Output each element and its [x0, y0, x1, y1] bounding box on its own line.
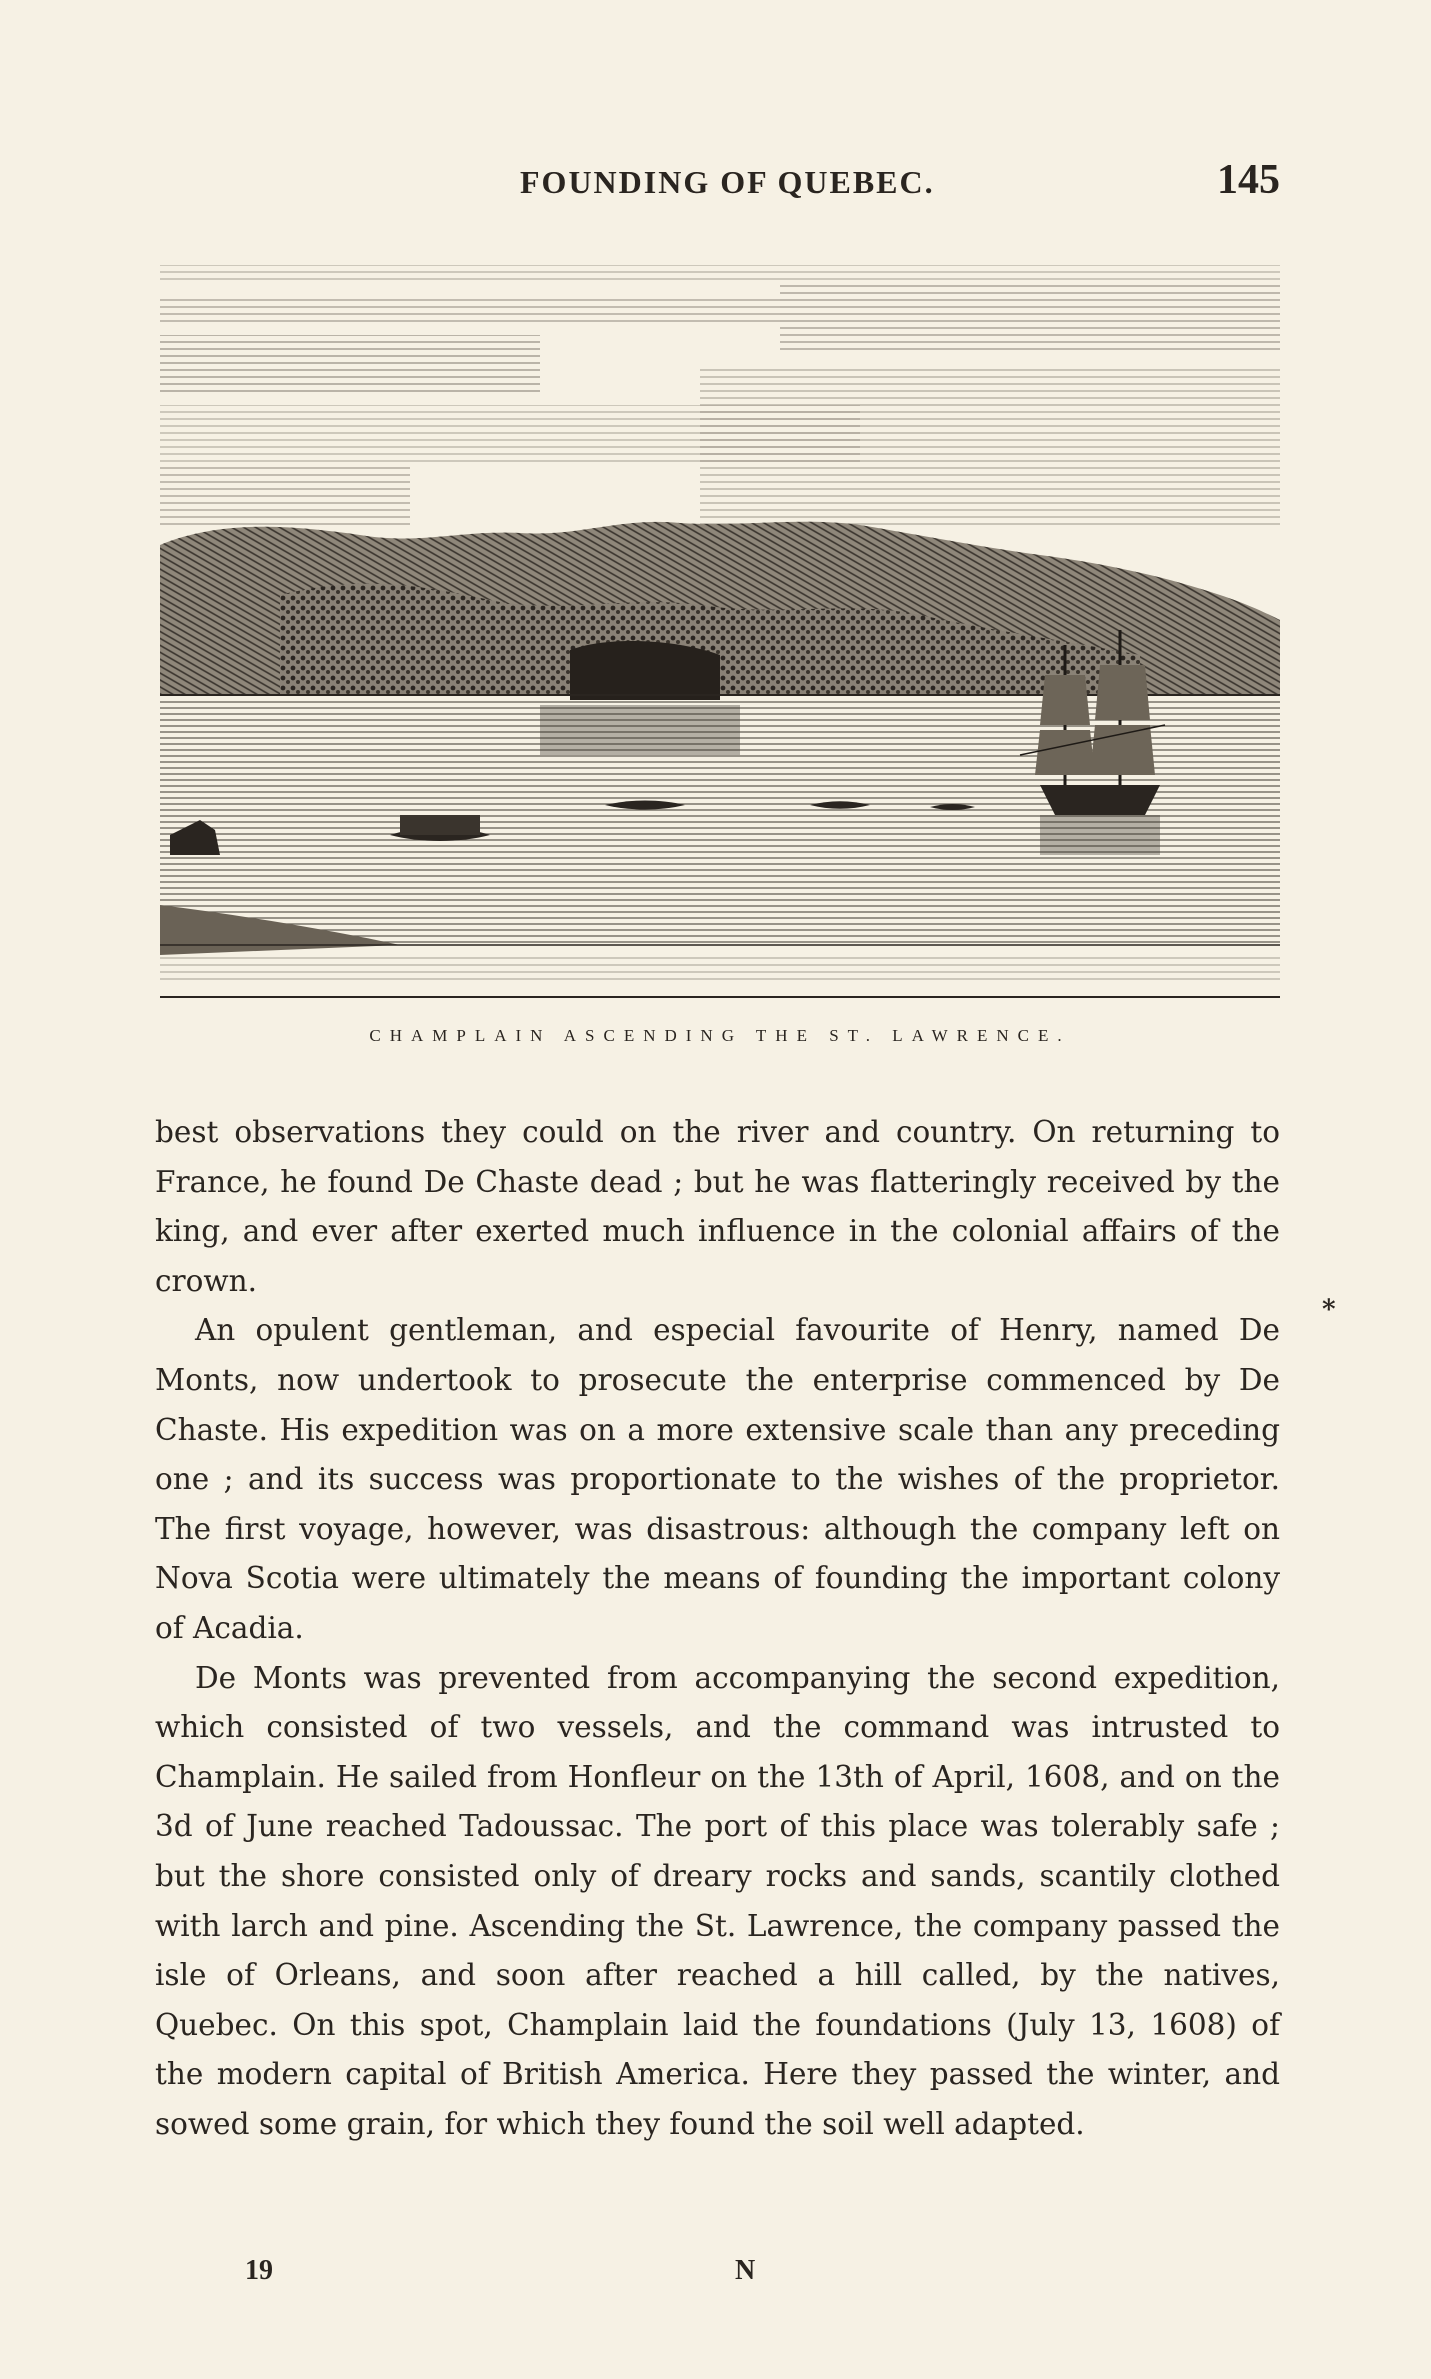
- illustration-caption: CHAMPLAIN ASCENDING THE ST. LAWRENCE.: [369, 1026, 1071, 1045]
- engraving-illustration: [160, 255, 1280, 1000]
- paragraph-3: De Monts was prevented from accompanying the second expedition, which consisted of two vessels, and the command was intrusted to Champlain. He sailed from Honfleur on the 13th of April, 1608, and on the 3d of June reached Tadoussac. The port of this place was tolerably safe ; but the shore consisted only of dreary rocks and sands, scantily clothed with larch and pine. Ascending the St. Lawrence, the company passed the isle of Orleans, and soon after reached a hill called, by the natives, Quebec. On this spot, Champlain laid the foundations (July 13, 1608) of the modern capital of British America. Here they passed the winter, and sowed some grain, for which they found the soil well adapted.: [155, 1660, 1280, 2141]
- body-text: [155, 1108, 1280, 2149]
- signature-number: 19: [245, 2255, 273, 2286]
- river-landscape-engraving: [160, 255, 1280, 1000]
- page-number: 145: [1217, 157, 1280, 203]
- running-title: FOUNDING OF QUEBEC.: [520, 164, 935, 200]
- signature-letter: N: [735, 2255, 756, 2286]
- page-header: [160, 150, 1280, 210]
- page-footer: [245, 2255, 845, 2295]
- margin-mark: *: [1322, 1295, 1336, 1325]
- paragraph-1: best observations they could on the river and country. On returning to France, he found De Chaste dead ; but he was flatteringly received by the king, and ever after exerted much influence in the colonial affairs of the crown.: [155, 1115, 1280, 1298]
- paragraph-2: An opulent gentleman, and especial favourite of Henry, named De Monts, now undertook to prosecute the enterprise commenced by De Chaste. His expedition was on a more extensive scale than any preceding one ; and its success was proportionate to the wishes of the proprietor. The first voyage, however, was disastrous: although the company left on Nova Scotia were ultimately the means of founding the important colony of Acadia.: [155, 1313, 1280, 1645]
